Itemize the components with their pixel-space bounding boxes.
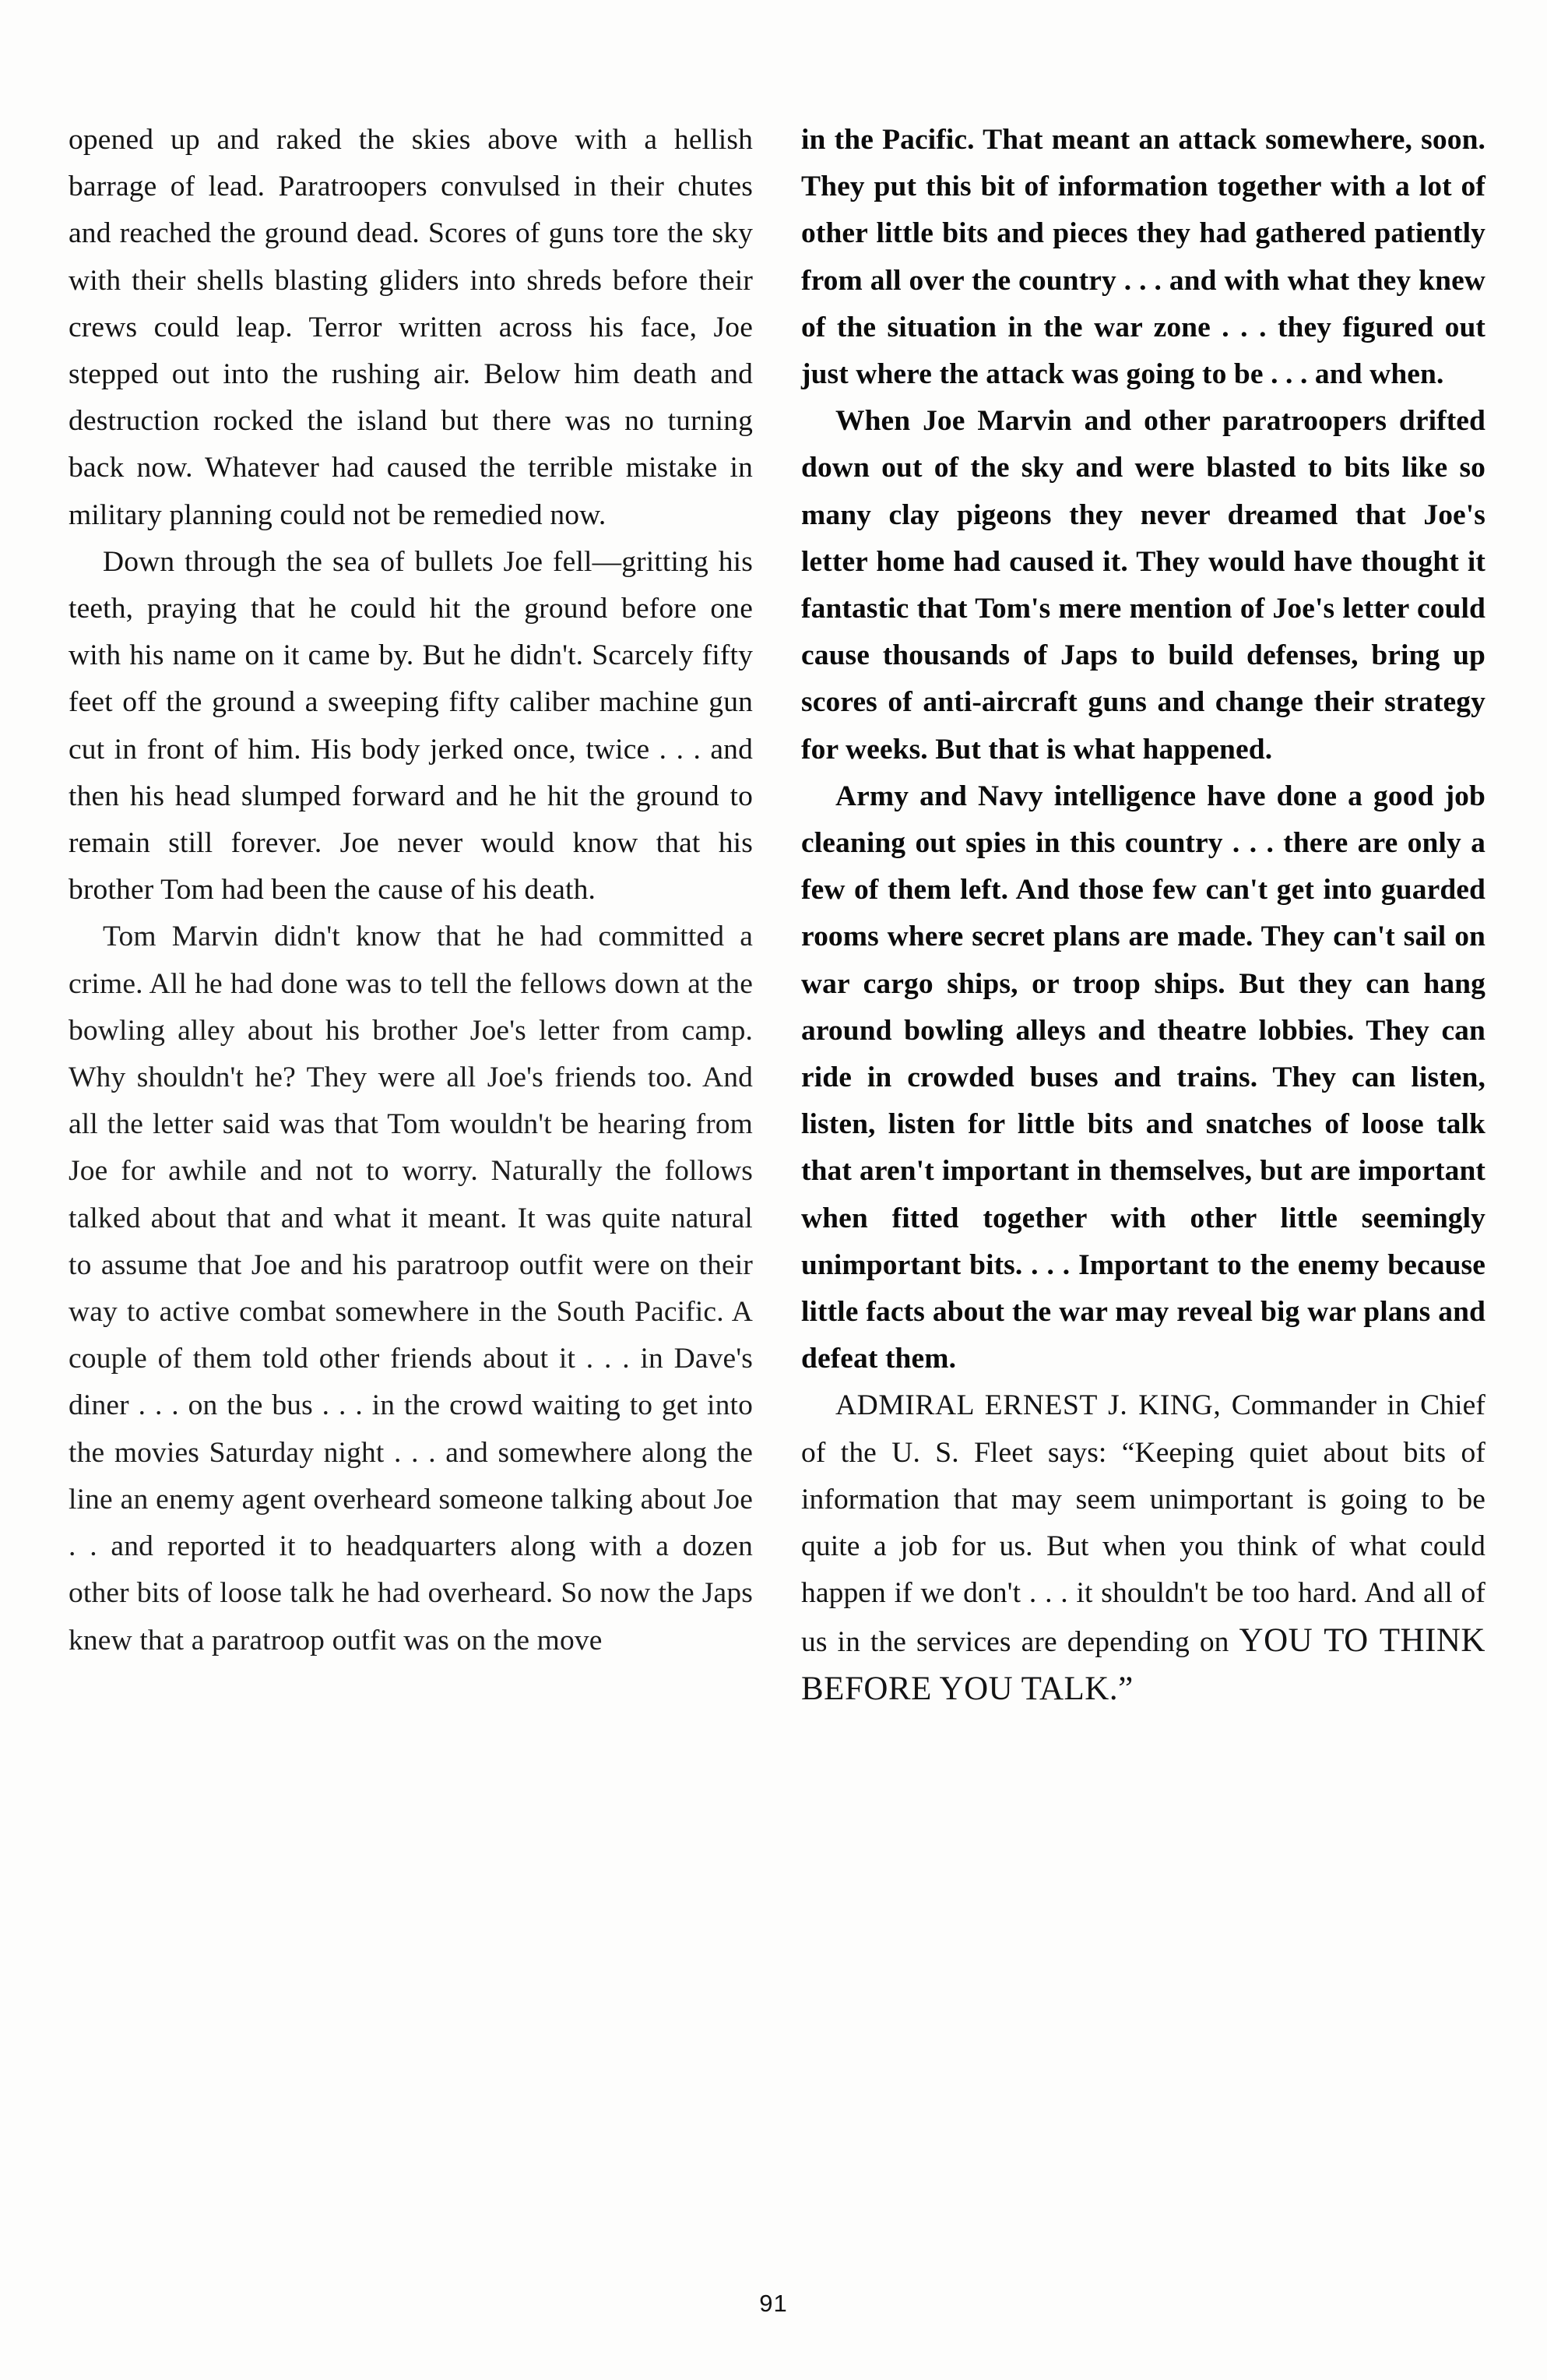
- paragraph: in the Pacific. That meant an attack somewhere, soon. They put this bit of information together with a lot of other little bits and pieces they had gathered patiently from all over the country . . . and with what they knew of the situation in the war zone . . . they figured out just where the attack was going to be . . . and when.: [801, 124, 1485, 391]
- attribution-title: Commander in Chief of the U. S. Fleet says:: [801, 1389, 1485, 1469]
- paragraph: [801, 773, 1485, 1383]
- attribution-paragraph: [801, 1382, 1485, 1713]
- page-number: 91: [759, 2290, 788, 2317]
- column-right: [801, 117, 1485, 1714]
- paragraph-text: When Joe Marvin and other paratroopers drifted down out of the sky and were blasted to bits like so many clay pigeons they never dreamed that Joe's letter home had caused it. They would have thought it fantastic that Tom's mere mention of Joe's letter could cause thousands of Japs to build defenses, bring up scores of anti-aircraft guns and change their strategy for weeks. But that is what happened.: [801, 405, 1485, 766]
- column-left: [69, 117, 753, 1714]
- paragraph: [69, 539, 753, 914]
- attribution-quote: “Keeping quiet about bits of information that may seem unimportant is going to be quite a job for us. But when you think of what could happen if we don't . . . it shouldn't be too hard. And all of us in the services are depending on: [801, 1436, 1485, 1658]
- paragraph-text: Army and Navy intelligence have done a good job cleaning out spies in this country . . . there are only a few of them left. And those few can't get into guarded rooms where secret plans are made. They can't sail on war cargo ships, or troop ships. But they can hang around bowling alleys and theatre lobbies. They can ride in crowded buses and trains. They can listen, listen, listen for little bits and snatches of loose talk that aren't important in themselves, but are important when fitted together with other little seemingly unimportant bits. . . . Important to the enemy because little facts about the war may reveal big war plans and defeat them.: [801, 780, 1485, 1375]
- two-column-body: [69, 117, 1485, 1714]
- attribution-quote-emphasis: YOU TO THINK BEFORE YOU TALK.”: [801, 1621, 1485, 1707]
- attribution-name: ADMIRAL ERNEST J. KING,: [835, 1389, 1222, 1422]
- paragraph: [69, 914, 753, 1664]
- paragraph: opened up and raked the skies above with a hellish barrage of lead. Paratroopers convulsed in their chutes and reached the ground dead. Scores of guns tore the sky with their shells blasting gliders into shreds before their crews could leap. Terror written across his face, Joe stepped out into the rushing air. Below him death and destruction rocked the island but there was no turning back now. Whatever had caused the terrible mistake in military planning could not be remedied now.: [69, 124, 753, 531]
- paragraph-text: Tom Marvin didn't know that he had committed a crime. All he had done was to tell the fellows down at the bowling alley about his brother Joe's letter from camp. Why shouldn't he? They were all Joe's friends too. And all the letter said was that Tom wouldn't be hearing from Joe for awhile and not to worry. Naturally the follows talked about that and what it meant. It was quite natural to assume that Joe and his paratroop outfit were on their way to active combat somewhere in the South Pacific. A couple of them told other friends about it . . . in Dave's diner . . . on the bus . . . in the crowd waiting to get into the movies Saturday night . . . and somewhere along the line an enemy agent overheard someone talking about Joe . . and reported it to headquarters along with a dozen other bits of loose talk he had overheard. So now the Japs knew that a paratroop outfit was on the move: [69, 921, 753, 1656]
- paragraph-text: Down through the sea of bullets Joe fell—gritting his teeth, praying that he could hit the ground before one with his name on it came by. But he didn't. Scarcely fifty feet off the ground a sweeping fifty caliber machine gun cut in front of him. His body jerked once, twice . . . and then his head slumped forward and he hit the ground to remain still forever. Joe never would know that his brother Tom had been the cause of his death.: [69, 545, 753, 907]
- paragraph: [801, 398, 1485, 773]
